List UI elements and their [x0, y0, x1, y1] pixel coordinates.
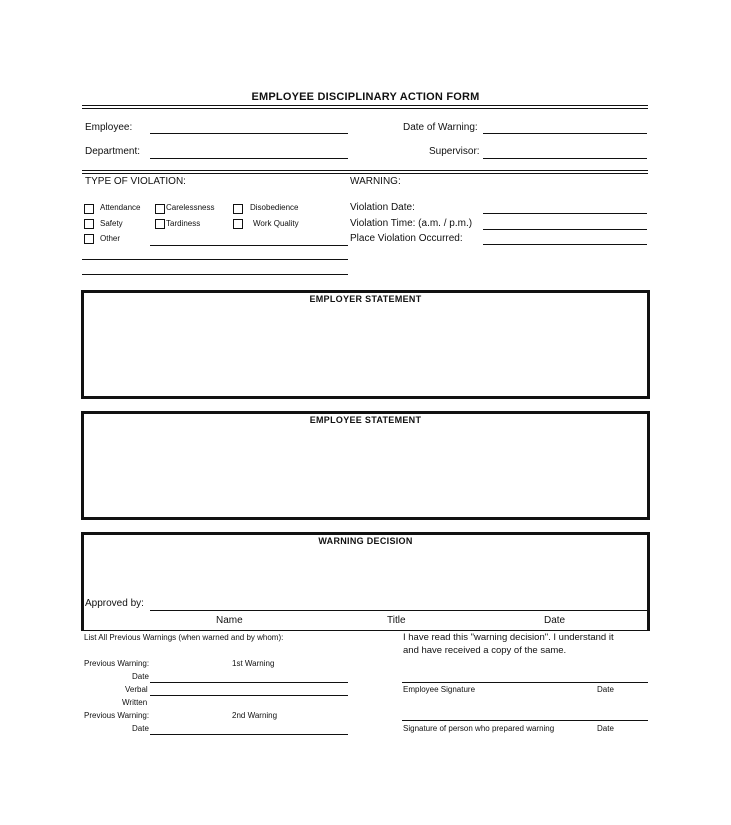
acknowledgement-line-1: I have read this "warning decision". I understand it	[403, 632, 614, 643]
employer-statement-box[interactable]	[81, 290, 650, 399]
other-label: Other	[100, 234, 121, 243]
employee-label: Employee:	[85, 122, 133, 133]
preparer-signature-label: Signature of person who prepared warning	[403, 724, 555, 733]
other-line-2[interactable]	[82, 259, 348, 260]
disobedience-checkbox[interactable]	[233, 204, 243, 214]
disobedience-label: Disobedience	[250, 203, 299, 212]
first-warning-date-field[interactable]	[150, 682, 348, 683]
tardiness-checkbox[interactable]	[155, 219, 165, 229]
verbal-label: Verbal	[125, 685, 148, 694]
employer-statement-title: EMPLOYER STATEMENT	[309, 294, 422, 304]
attendance-checkbox[interactable]	[84, 204, 94, 214]
other-line-3[interactable]	[82, 274, 348, 275]
previous-warning-2-label: Previous Warning:	[84, 711, 150, 720]
preparer-signature-field[interactable]	[402, 720, 648, 721]
section-rule-bottom	[82, 173, 648, 174]
employee-statement-box[interactable]	[81, 411, 650, 520]
violation-heading: TYPE OF VIOLATION:	[85, 176, 186, 187]
place-violation-field[interactable]	[483, 244, 647, 245]
tardiness-label: Tardiness	[166, 219, 201, 228]
attendance-label: Attendance	[100, 203, 141, 212]
title-rule-top	[82, 105, 648, 106]
verbal-field[interactable]	[150, 695, 348, 696]
section-rule-top	[82, 170, 648, 171]
approver-date-label: Date	[544, 615, 566, 626]
carelessness-label: Carelessness	[166, 203, 215, 212]
employee-statement-title: EMPLOYEE STATEMENT	[309, 415, 422, 425]
form-title: EMPLOYEE DISCIPLINARY ACTION FORM	[251, 91, 480, 103]
date-of-warning-field[interactable]	[483, 133, 647, 134]
second-warning-label: 2nd Warning	[232, 711, 278, 720]
first-warning-label: 1st Warning	[232, 659, 275, 668]
carelessness-checkbox[interactable]	[155, 204, 165, 214]
violation-time-label: Violation Time: (a.m. / p.m.)	[350, 218, 473, 229]
department-label: Department:	[85, 146, 141, 157]
second-warning-date-field[interactable]	[150, 734, 348, 735]
place-violation-label: Place Violation Occurred:	[350, 233, 463, 244]
second-warning-date-label: Date	[132, 724, 149, 733]
violation-date-label: Violation Date:	[350, 202, 415, 213]
approver-name-label: Name	[216, 615, 243, 626]
employee-signature-field[interactable]	[402, 682, 648, 683]
employee-signature-label: Employee Signature	[403, 685, 476, 694]
work-quality-label: Work Quality	[253, 219, 299, 228]
supervisor-field[interactable]	[483, 158, 647, 159]
department-field[interactable]	[150, 158, 348, 159]
written-label: Written	[122, 698, 148, 707]
safety-label: Safety	[100, 219, 123, 228]
warning-heading: WARNING:	[350, 176, 401, 187]
first-warning-date-label: Date	[132, 672, 149, 681]
other-checkbox[interactable]	[84, 234, 94, 244]
violation-time-field[interactable]	[483, 229, 647, 230]
preparer-signature-date-label: Date	[597, 724, 614, 733]
approver-title-label: Title	[387, 615, 406, 626]
previous-warning-1-label: Previous Warning:	[84, 659, 150, 668]
other-field[interactable]	[150, 245, 348, 246]
violation-date-field[interactable]	[483, 213, 647, 214]
employee-signature-date-label: Date	[597, 685, 614, 694]
warning-decision-title: WARNING DECISION	[318, 536, 413, 546]
approved-by-label: Approved by:	[85, 598, 144, 609]
date-of-warning-label: Date of Warning:	[403, 122, 478, 133]
previous-warnings-heading: List All Previous Warnings (when warned and by whom):	[84, 633, 284, 642]
approved-by-field[interactable]	[150, 610, 647, 611]
supervisor-label: Supervisor:	[429, 146, 480, 157]
work-quality-checkbox[interactable]	[233, 219, 243, 229]
title-rule-bottom	[82, 108, 648, 109]
acknowledgement-line-2: and have received a copy of the same.	[403, 645, 567, 656]
safety-checkbox[interactable]	[84, 219, 94, 229]
employee-field[interactable]	[150, 133, 348, 134]
